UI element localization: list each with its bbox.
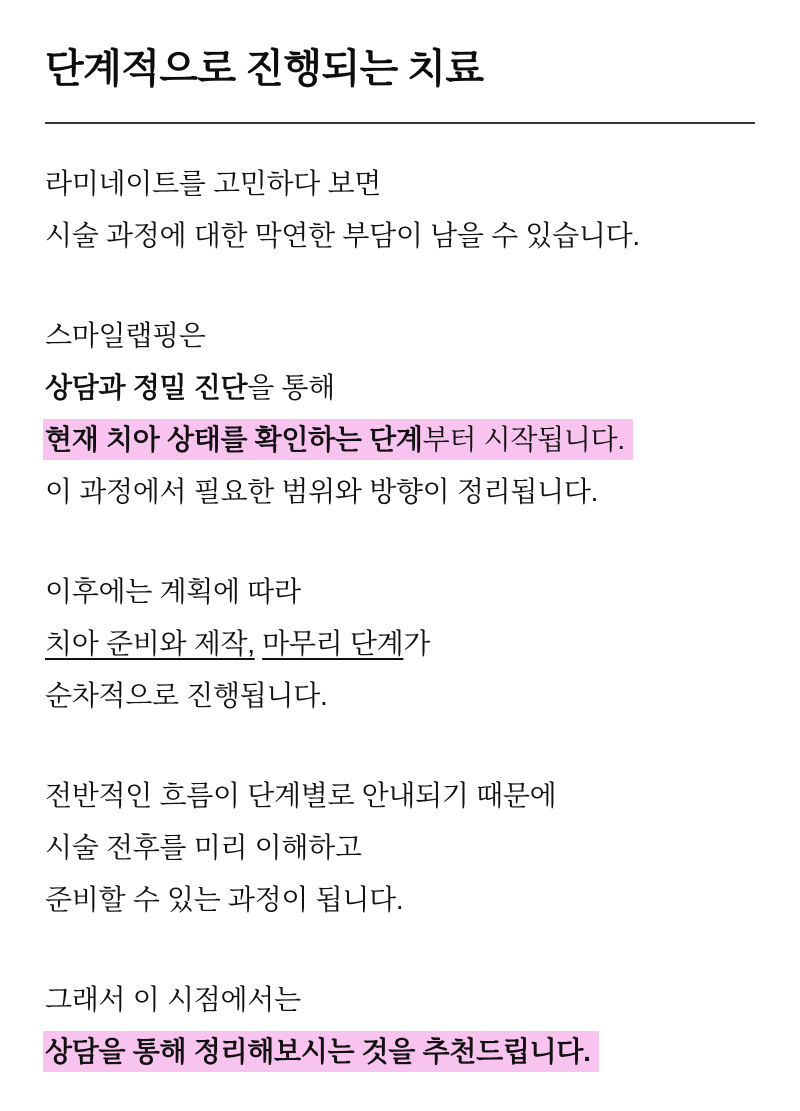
- text-line: [45, 158, 755, 210]
- text-segment: 전반적인 흐름이 단계별로 안내되기 때문에: [45, 780, 557, 811]
- text-segment: 마무리 단계: [262, 628, 404, 659]
- text-segment: 치아 준비와 제작,: [45, 628, 255, 659]
- highlighted-text: [43, 419, 633, 460]
- text-segment: 상담을 통해 정리해보시는 것을 추천드립니다.: [45, 1036, 591, 1067]
- paragraph: [45, 566, 755, 722]
- text-segment: 가: [403, 628, 431, 659]
- text-segment: 준비할 수 있는 과정이 됩니다.: [45, 884, 404, 915]
- text-line: [45, 466, 755, 518]
- text-line: [45, 1026, 755, 1078]
- paragraph: [45, 974, 755, 1078]
- text-segment: 시술 전후를 미리 이해하고: [45, 832, 362, 863]
- text-line: [45, 770, 755, 822]
- text-line: [45, 874, 755, 926]
- text-line: [45, 566, 755, 618]
- paragraph: [45, 770, 755, 926]
- text-line: [45, 414, 755, 466]
- text-segment: 이후에는 계획에 따라: [45, 576, 301, 607]
- text-segment: 시술 과정에 대한 막연한 부담이 남을 수 있습니다.: [45, 220, 640, 251]
- text-segment: 부터 시작됩니다.: [422, 424, 625, 455]
- text-segment: 상담과 정밀 진단: [45, 372, 248, 403]
- text-segment: 스마일랩핑은: [45, 320, 206, 351]
- text-segment: 그래서 이 시점에서는: [45, 984, 301, 1015]
- paragraph: [45, 158, 755, 262]
- text-line: [45, 310, 755, 362]
- text-segment: 순차적으로 진행됩니다.: [45, 680, 328, 711]
- text-segment: 을 통해: [247, 372, 335, 403]
- text-line: [45, 210, 755, 262]
- paragraph: [45, 310, 755, 518]
- page-title: 단계적으로 진행되는 치료: [45, 46, 484, 91]
- text-segment: 현재 치아 상태를 확인하는 단계: [45, 424, 423, 455]
- text-line: [45, 974, 755, 1026]
- text-segment: 이 과정에서 필요한 범위와 방향이 정리됩니다.: [45, 476, 599, 507]
- highlighted-text: [43, 1031, 599, 1072]
- text-line: [45, 822, 755, 874]
- text-line: [45, 670, 755, 722]
- paragraphs-container: [45, 158, 755, 1078]
- text-line: [45, 618, 755, 670]
- text-segment: 라미네이트를 고민하다 보면: [45, 168, 381, 199]
- text-line: [45, 362, 755, 414]
- title-divider: [45, 122, 755, 124]
